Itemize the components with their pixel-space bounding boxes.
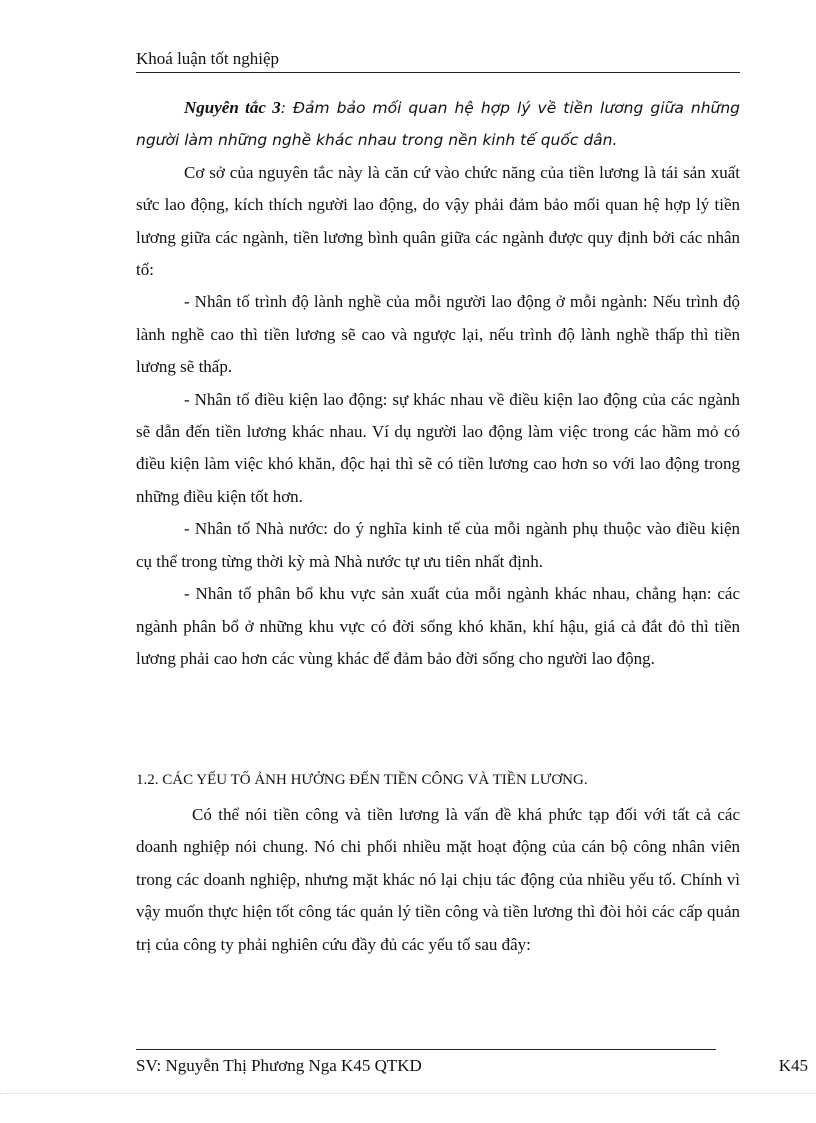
footer-class: K45 [778,1056,808,1075]
paragraph-skill-factor: - Nhân tố trình độ lành nghề của mỗi người lao động ở mỗi ngành: Nếu trình độ lành nghề cao thì tiền lương sẽ cao và ngược lại, nếu trình độ lành nghề thấp thì tiền lương sẽ thấp. [136,292,740,377]
paragraph-condition-factor: - Nhân tố điều kiện lao động: sự khác nhau về điều kiện lao động của các ngành sẽ dẫn đến tiền lương khác nhau. Ví dụ người lao động làm việc trong các hầm mỏ có điều kiện làm việc khó khăn, độc hại thì sẽ có tiền lương cao hơn so với lao động trong những điều kiện tốt hơn. [136,389,740,506]
paragraph-state-factor: - Nhân tố Nhà nước: do ý nghĩa kinh tế của mỗi ngành phụ thuộc vào điều kiện cụ thể trong từng thời kỳ mà Nhà nước tự ưu tiên nhất định. [136,519,740,571]
principle-label: Nguyên tắc 3 [184,98,281,117]
principle-text: : Đảm bảo mối quan hệ hợp lý về tiền lương giữa những người làm những nghề khác nhau trong nền kinh tế quốc dân. [136,99,741,150]
footer-divider [136,1049,716,1050]
page-header: Khoá luận tốt nghiệp [136,48,740,73]
document-body [136,92,740,675]
section-body [136,799,740,961]
principle-paragraph [136,92,740,157]
section-paragraph: Có thể nói tiền công và tiền lương là vấn đề khá phức tạp đối với tất cả các doanh nghiệp nói chung. Nó chi phối nhiều mặt hoạt động của cán bộ công nhân viên trong các doanh nghiệp, nhưng mặt khác nó lại chịu tác động của nhiều yếu tố. Chính vì vậy muốn thực hiện tốt công tác quản lý tiền công và tiền lương thì đòi hỏi các cấp quản trị của công ty phải nghiên cứu đầy đủ các yếu tố sau đây: [136,805,740,954]
page-boundary [0,1093,816,1094]
footer-author: SV: Nguyễn Thị Phương Nga K45 QTKD [136,1056,422,1075]
paragraph-basis: Cơ sở của nguyên tắc này là căn cứ vào chức năng của tiền lương là tái sản xuất sức lao động, kích thích người lao động, do vậy phải đảm bảo mối quan hệ hợp lý tiền lương giữa các ngành, tiền lương bình quân giữa các ngành được quy định bởi các nhân tố: [136,162,740,280]
paragraph-region-factor: - Nhân tố phân bổ khu vực sản xuất của mỗi ngành khác nhau, chẳng hạn: các ngành phân bổ ở những khu vực có đời sống khó khăn, khí hậu, giá cả đắt đỏ thì tiền lương phải cao hơn các vùng khác để đảm bảo đời sống cho người lao động. [136,584,740,668]
section-heading: 1.2. CÁC YẾU TỐ ẢNH HƯỞNG ĐẾN TIỀN CÔNG VÀ TIỀN LƯƠNG. [136,772,588,788]
